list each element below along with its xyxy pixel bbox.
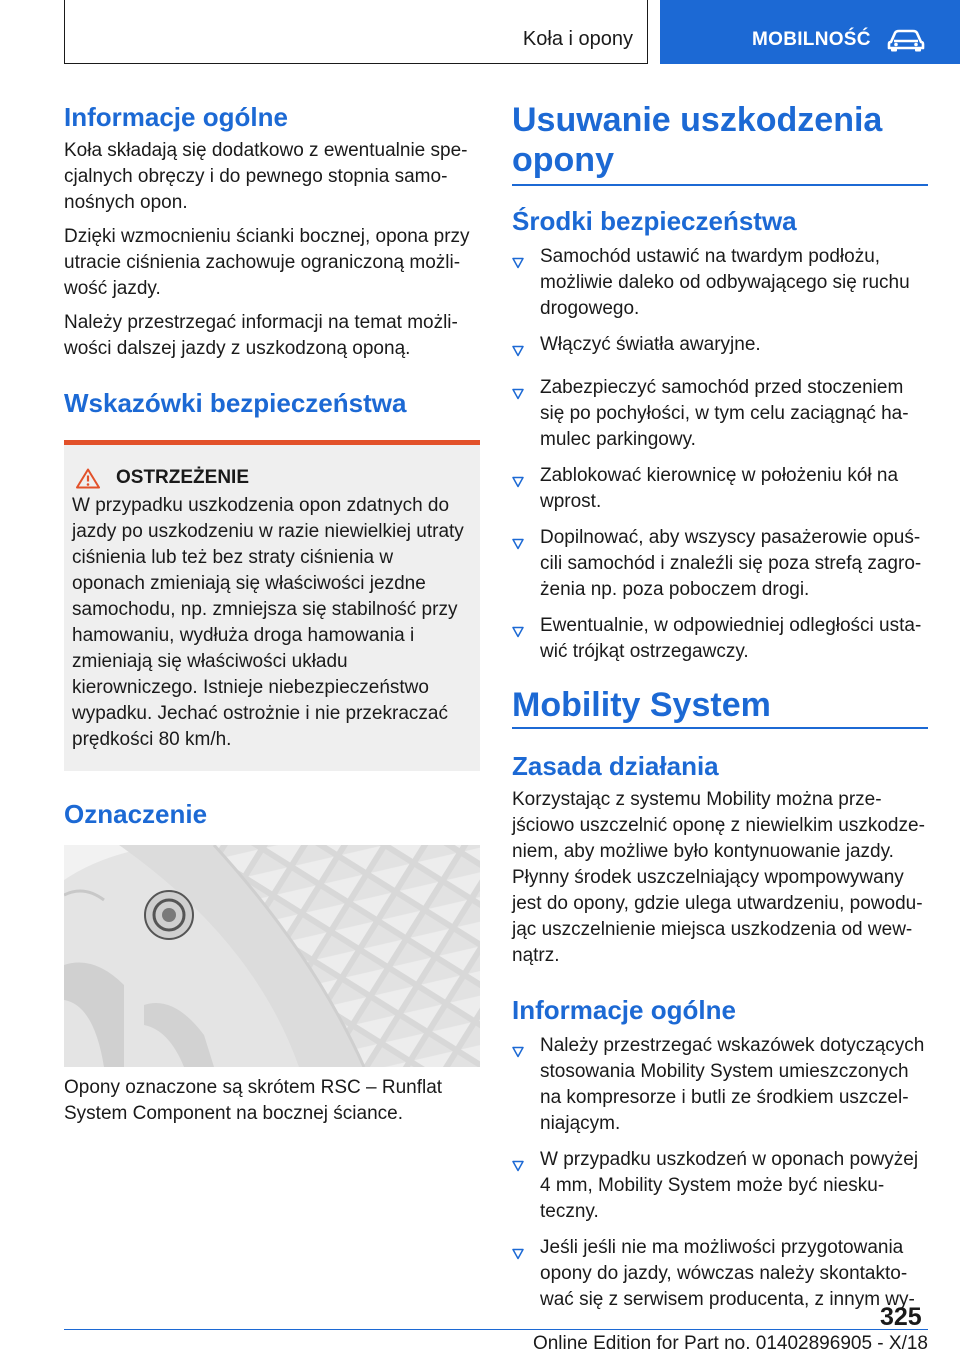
- bullet-triangle-icon: [512, 613, 540, 665]
- list-item: [512, 1147, 928, 1225]
- heading-mobility-system: Mobility System: [512, 686, 771, 724]
- warning-box: [64, 440, 480, 771]
- paragraph: Dzięki wzmocnieniu ścianki bocznej, opona przy utracie ciśnienia zachowuje ograniczoną możliwość jazdy.: [64, 226, 470, 299]
- header-chapter-box: [660, 0, 960, 64]
- list-item-text: Włączyć światła awaryjne.: [540, 334, 761, 355]
- principle-paragraph: Korzystając z systemu Mobility można przejściowo uszczelnić oponę z niewielkim uszkodzeniem, aby możliwe było kontynuowanie jazdy. Płynny środek uszczelniający wpompowywany jest do opony, gdzie ulega utwardzeniu, powodując uszczelnienie miejsca uszkodzenia od wewnątrz.: [512, 789, 925, 966]
- header-section-box: [64, 0, 648, 64]
- list-item: [512, 613, 928, 665]
- list-item-text: Samochód ustawić na twardym podłożu, możliwie daleko od odbywającego się ruchu drogowego.: [540, 246, 910, 319]
- left-column: [64, 100, 480, 1127]
- precautions-list: [512, 244, 928, 665]
- bullet-triangle-icon: [512, 332, 540, 365]
- bullet-triangle-icon: [512, 244, 540, 322]
- right-column: [512, 100, 928, 1323]
- heading-marking: Oznaczenie: [64, 799, 208, 829]
- bullet-triangle-icon: [512, 1147, 540, 1225]
- list-item: [512, 332, 928, 365]
- list-item: [512, 463, 928, 515]
- list-item-text: Zabezpieczyć samochód przed stoczeniem się po pochyłości, w tym celu zaciągnąć hamulec parkingowy.: [540, 377, 909, 450]
- heading-tire-damage: Usuwanie uszkodzenia opony: [512, 101, 883, 179]
- rsc-tire-illustration: [64, 845, 480, 1067]
- paragraph: Należy przestrzegać informacji na temat możliwości dalszej jazdy z uszkodzoną oponą.: [64, 312, 458, 359]
- figure-caption: Opony oznaczone są skrótem RSC – Runflat System Component na bocznej ściance.: [64, 1077, 443, 1124]
- list-item: [512, 375, 928, 453]
- footer-rule: [64, 1329, 928, 1330]
- list-item-text: Ewentualnie, w odpowiedniej odległości ustawić trójkąt ostrzegawczy.: [540, 615, 922, 662]
- header-section-title: Koła i opony: [522, 28, 633, 50]
- bullet-triangle-icon: [512, 1235, 540, 1313]
- footer-edition: Online Edition for Part no. 01402896905 - X/18: [532, 1333, 928, 1354]
- tire-illustration: [64, 845, 480, 1067]
- header-chapter-title: MOBILNOŚĆ: [752, 29, 871, 50]
- list-item: [512, 1033, 928, 1137]
- heading-general-info: Informacje ogólne: [64, 102, 288, 132]
- bullet-triangle-icon: [512, 525, 540, 603]
- page-number: 325: [880, 1303, 922, 1331]
- car-icon: [886, 28, 926, 52]
- warning-text: W przypadku uszkodzenia opon zdatnych do jazdy po uszkodzeniu w razie niewielkiej utraty ciśnienia lub też bez straty ciśnienia w oponach zmieniają się właściwości jezdne samochodu, np. zmniejsza się stabilność przy hamowaniu, wydłuża droga hamowania i zmieniają się właściwości układu kierowniczego. Istnieje niebezpieczeństwo wypadku. Jechać ostrożnie i nie przekraczać prędkości 80 km/h.: [72, 495, 464, 750]
- list-item-text: W przypadku uszkodzeń w oponach powyżej 4 mm, Mobility System może być nieskuteczny.: [540, 1149, 919, 1222]
- paragraph: Koła składają się dodatkowo z ewentualnie specjalnych obręczy i do pewnego stopnia samonośnych opon.: [64, 140, 468, 213]
- warning-triangle-icon: [76, 468, 100, 489]
- heading-safety-notes: Wskazówki bezpieczeństwa: [64, 388, 407, 418]
- heading-principle: Zasada działania: [512, 751, 719, 781]
- bullet-triangle-icon: [512, 375, 540, 453]
- list-item-text: Należy przestrzegać wskazówek dotyczących stosowania Mobility System umieszczonych na kompresorze i butli ze środkiem uszczelniającym.: [540, 1035, 925, 1134]
- list-item-text: Jeśli jeśli nie ma możliwości przygotowania opony do jazdy, wówczas należy skontaktować się z serwisem producenta, z innym wy-: [540, 1237, 915, 1310]
- list-item: [512, 244, 928, 322]
- list-item-text: Dopilnować, aby wszyscy pasażerowie opuścili samochód i znaleźli się poza strefą zagrożenia np. poza poboczem drogi.: [540, 527, 922, 600]
- bullet-triangle-icon: [512, 1033, 540, 1137]
- heading-general-info-2: Informacje ogólne: [512, 995, 736, 1025]
- warning-title: OSTRZEŻENIE: [116, 467, 250, 488]
- list-item: [512, 1235, 928, 1313]
- general-list: [512, 1033, 928, 1313]
- bullet-triangle-icon: [512, 463, 540, 515]
- heading-precautions: Środki bezpieczeństwa: [512, 206, 797, 236]
- list-item: [512, 525, 928, 603]
- list-item-text: Zablokować kierownicę w położeniu kół na wprost.: [540, 465, 899, 512]
